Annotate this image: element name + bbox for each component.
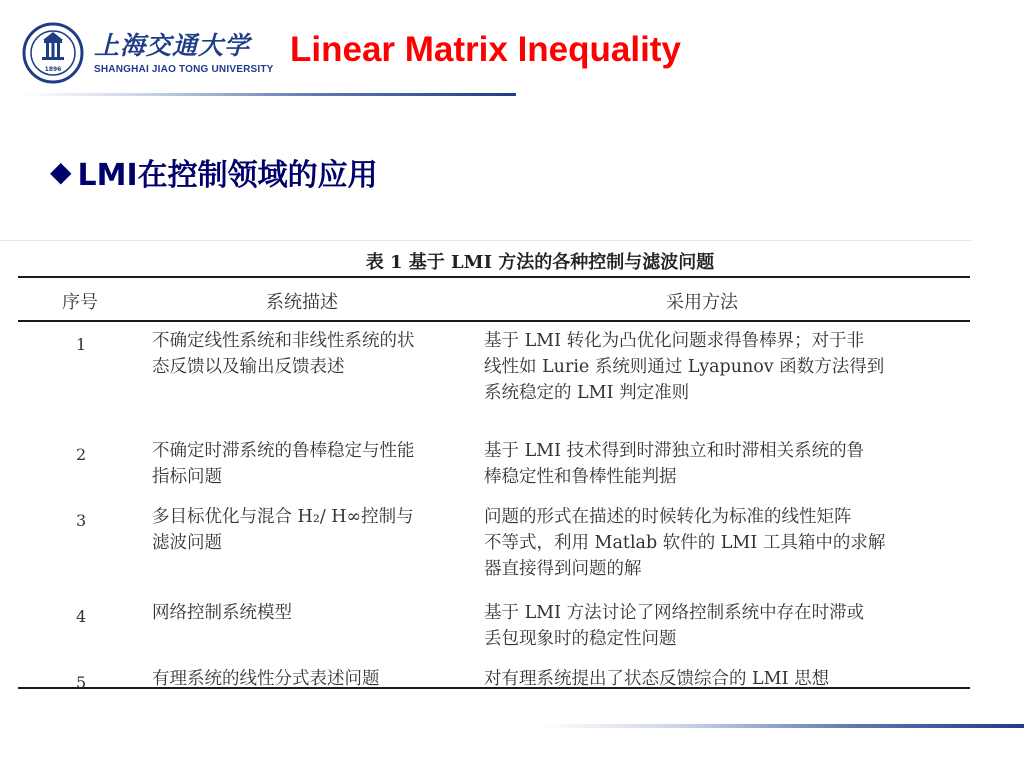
table-row-4-num: 4 [76, 607, 87, 626]
table-row-5-num: 5 [76, 673, 87, 692]
table-row-2-num: 2 [76, 445, 87, 464]
table-header-method: 采用方法 [666, 292, 738, 313]
lmi-methods-table [0, 240, 972, 695]
table-row-4-method: 基于 LMI 方法讨论了网络控制系统中存在时滞或 丢包现象时的稳定性问题 [484, 603, 865, 649]
table-row-1-num: 1 [76, 335, 87, 354]
footer-divider [540, 724, 1024, 728]
table-row-5-method: 对有理系统提出了状态反馈综合的 LMI 思想 [484, 669, 830, 689]
slide-title: Linear Matrix Inequality [290, 30, 681, 69]
table-header-num: 序号 [62, 292, 98, 313]
table-header-rule [18, 320, 970, 322]
university-logo [22, 22, 274, 86]
table-row-2-desc: 不确定时滞系统的鲁棒稳定与性能 指标问题 [152, 441, 415, 487]
logo-chinese-name: 上海交通大学 [94, 31, 251, 60]
header-divider [22, 93, 516, 96]
table-row-1-desc: 不确定线性系统和非线性系统的状 态反馈以及输出反馈表述 [152, 331, 415, 377]
table-row-4-desc: 网络控制系统模型 [152, 603, 292, 623]
table-row-1-method: 基于 LMI 转化为凸优化问题求得鲁棒界；对于非 线性如 Lurie 系统则通过 Lyapunov 函数方法得到 系统稳定的 LMI 判定准则 [484, 331, 885, 403]
university-seal-icon [22, 22, 84, 84]
table-row-5-desc: 有理系统的线性分式表述问题 [152, 669, 380, 689]
table-row-3-method: 问题的形式在描述的时候转化为标准的线性矩阵 不等式，利用 Matlab 软件的 LMI 工具箱中的求解 器直接得到问题的解 [484, 507, 886, 579]
table-row-3-desc: 多目标优化与混合 H₂/ H∞控制与 滤波问题 [152, 507, 414, 553]
table-row-3-num: 3 [76, 511, 87, 530]
diamond-bullet-icon: ◆ [50, 155, 72, 188]
seal-year: 1896 [44, 66, 62, 73]
table-top-rule [18, 276, 970, 278]
table-row-2-method: 基于 LMI 技术得到时滞独立和时滞相关系统的鲁 棒稳定性和鲁棒性能判据 [484, 441, 865, 487]
table-header-desc: 系统描述 [266, 292, 338, 313]
section-heading [50, 150, 378, 194]
section-heading-text: LMI在控制领域的应用 [77, 158, 378, 193]
logo-english-name: SHANGHAI JIAO TONG UNIVERSITY [94, 64, 274, 75]
table-caption: 表 1 基于 LMI 方法的各种控制与滤波问题 [365, 252, 715, 273]
